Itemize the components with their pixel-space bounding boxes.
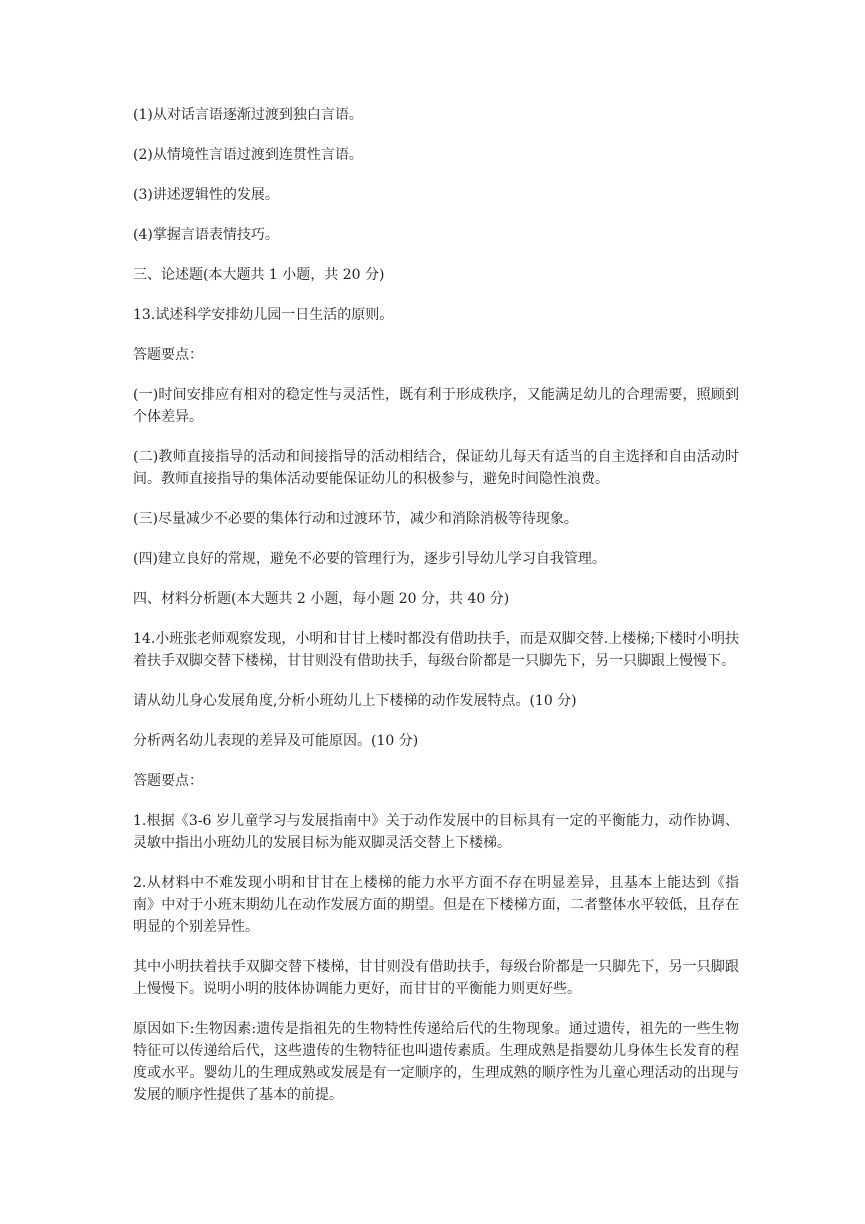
question-13: 13.试述科学安排幼儿园一日生活的原则。: [133, 307, 394, 323]
principle-1: (一)时间安排应有相对的稳定性与灵活性，既有利于形成秩序，又能满足幼儿的合理需要，照顾到个体差异。: [133, 387, 739, 425]
section-heading-material-analysis: 四、材料分析题(本大题共 2 小题，每小题 20 分，共 40 分): [133, 591, 510, 607]
question-14-part-2: 分析两名幼儿表现的差异及可能原因。(10 分): [133, 733, 419, 749]
principle-3: (三)尽量减少不必要的集体行动和过渡环节，减少和消除消极等待现象。: [133, 511, 578, 527]
principle-4: (四)建立良好的常规，避免不必要的管理行为，逐步引导幼儿学习自我管理。: [133, 551, 606, 567]
section-heading-essay: 三、论述题(本大题共 1 小题，共 20 分): [133, 267, 385, 283]
answer-point-2: 2.从材料中不难发现小明和甘甘在上楼梯的能力水平方面不存在明显差异，且基本上能达到《指南》中对于小班末期幼儿在动作发展方面的期望。但是在下楼梯方面，二者整体水平较低，且存在明显的个别差异性。: [133, 875, 739, 935]
answer-points-label: 答题要点：: [133, 773, 203, 789]
question-14-part-1: 请从幼儿身心发展角度,分析小班幼儿上下楼梯的动作发展特点。(10 分): [133, 693, 577, 709]
principle-2: (二)教师直接指导的活动和间接指导的活动相结合，保证幼儿每天有适当的自主选择和自由活动时间。教师直接指导的集体活动要能保证幼儿的积极参与，避免时间隐性浪费。: [133, 449, 739, 487]
question-14: 14.小班张老师观察发现，小明和甘甘上楼时都没有借助扶手，而是双脚交替.上楼梯;下楼时小明扶着扶手双脚交替下楼梯，甘甘则没有借助扶手，每级台阶都是一只脚先下，另一只脚跟上慢慢下。: [133, 631, 739, 669]
answer-point-2-continued: 其中小明扶着扶手双脚交替下楼梯，甘甘则没有借助扶手，每级台阶都是一只脚先下，另一只脚跟上慢慢下。说明小明的肢体协调能力更好，而甘甘的平衡能力则更好些。: [133, 959, 739, 997]
answer-points-label: 答题要点：: [133, 347, 203, 363]
list-item-2: (2)从情境性言语过渡到连贯性言语。: [133, 147, 363, 163]
answer-reasons: 原因如下:生物因素:遗传是指祖先的生物特性传递给后代的生物现象。通过遗传，祖先的一些生物特征可以传递给后代，这些遗传的生物特征也叫遗传素质。生理成熟是指婴幼儿身体生长发育的程度或水平。婴幼儿的生理成熟或发展是有一定顺序的，生理成熟的顺序性为儿童心理活动的出现与发展的顺序性提供了基本的前提。: [133, 1021, 739, 1103]
answer-point-1: 1.根据《3-6 岁儿童学习与发展指南中》关于动作发展中的目标具有一定的平衡能力，动作协调、灵敏中指出小班幼儿的发展目标为能双脚灵活交替上下楼梯。: [133, 813, 739, 851]
list-item-3: (3)讲述逻辑性的发展。: [133, 187, 279, 203]
list-item-4: (4)掌握言语表情技巧。: [133, 227, 279, 243]
list-item-1: (1)从对话言语逐渐过渡到独白言语。: [133, 107, 363, 123]
